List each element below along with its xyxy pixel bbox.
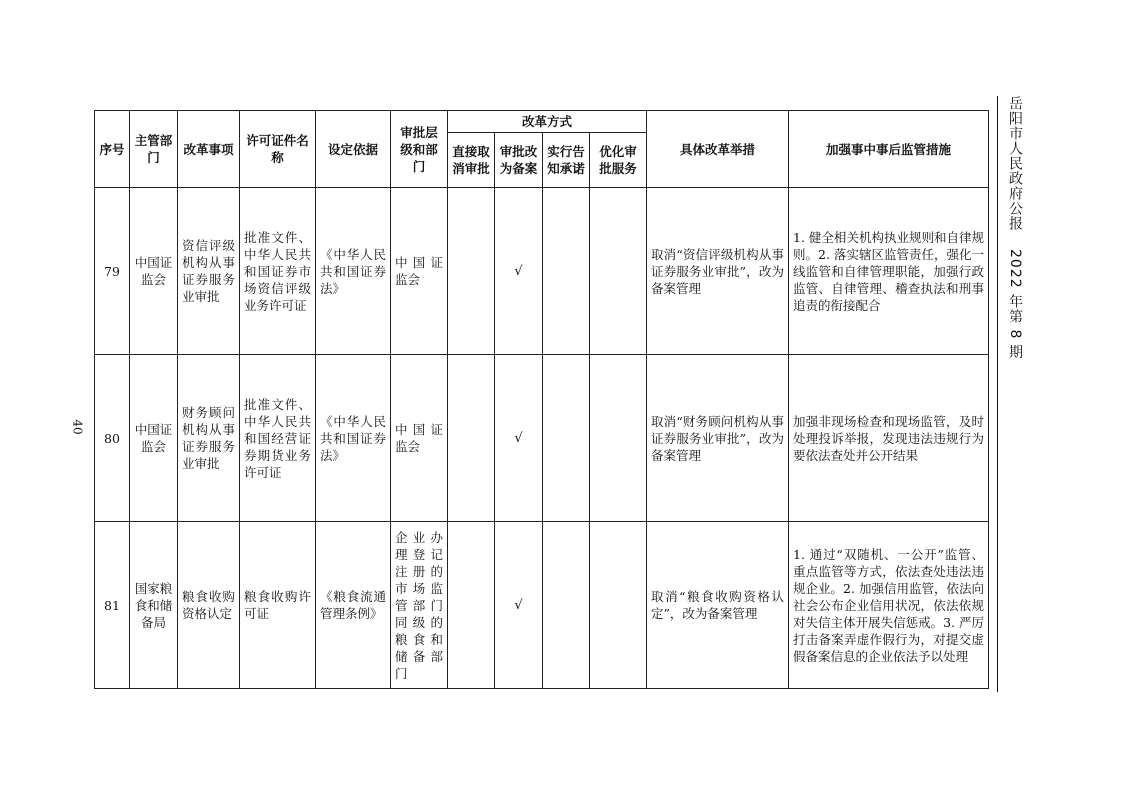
table-row (95, 355, 989, 522)
row-optimize (590, 522, 647, 689)
header-item: 改革事项 (178, 111, 240, 188)
running-header (1003, 96, 1025, 360)
row-item: 财务顾问机构从事证券服务业审批 (178, 355, 240, 522)
row-basis: 《中华人民共和国证券法》 (316, 355, 391, 522)
header-license: 许可证件名称 (240, 111, 316, 188)
table-row (95, 188, 989, 355)
row-optimize (590, 188, 647, 355)
row-promise (543, 188, 590, 355)
row-seq: 81 (95, 522, 130, 689)
row-promise (543, 522, 590, 689)
row-record-check: √ (495, 522, 543, 689)
row-cancel (448, 188, 495, 355)
header-measures: 具体改革举措 (647, 111, 789, 188)
row-dept: 中国证监会 (130, 188, 178, 355)
header-dept: 主管部门 (130, 111, 178, 188)
header-seq: 序号 (95, 111, 130, 188)
row-optimize (590, 355, 647, 522)
row-measures: 取消“粮食收购资格认定”，改为备案管理 (647, 522, 789, 689)
row-supervision: 1. 通过“双随机、一公开”监管、重点监管等方式，依法查处违法违规企业。2. 加强信用监管，依法向社会公布企业信用状况，依法依规对失信主体开展失信惩戒。3. 严厉打击备案弄虚作假行为，对提交虚假备案信息的企业依法予以处理 (789, 522, 989, 689)
table-row (95, 522, 989, 689)
row-supervision: 1. 健全相关机构执业规则和自律规则。2. 落实辖区监管责任，强化一线监管和自律管理职能，加强行政监管、自律管理、稽查执法和刑事追责的衔接配合 (789, 188, 989, 355)
header-mode: 改革方式 (448, 111, 647, 133)
header-mode-record: 审批改为备案 (495, 133, 543, 188)
row-basis: 《粮食流通管理条例》 (316, 522, 391, 689)
row-seq: 80 (95, 355, 130, 522)
row-promise (543, 355, 590, 522)
row-measures: 取消“资信评级机构从事证券服务业审批”，改为备案管理 (647, 188, 789, 355)
header-level: 审批层级和部门 (391, 111, 448, 188)
page-number: 40 (70, 419, 85, 435)
row-supervision: 加强非现场检查和现场监管，及时处理投诉举报，发现违法违规行为要依法查处并公开结果 (789, 355, 989, 522)
row-license: 批准文件、中华人民共和国经营证券期货业务许可证 (240, 355, 316, 522)
row-license: 粮食收购许可证 (240, 522, 316, 689)
row-dept: 中国证监会 (130, 355, 178, 522)
row-license: 批准文件、中华人民共和国证券市场资信评级业务许可证 (240, 188, 316, 355)
row-cancel (448, 355, 495, 522)
publication-title: 岳阳市人民政府公报 (1007, 96, 1023, 231)
header-basis: 设定依据 (316, 111, 391, 188)
header-mode-cancel: 直接取消审批 (448, 133, 495, 188)
row-record-check: √ (495, 188, 543, 355)
reform-table (94, 110, 989, 689)
row-level: 中国证监会 (391, 355, 448, 522)
row-record-check: √ (495, 355, 543, 522)
header-mode-promise: 实行告知承诺 (543, 133, 590, 188)
row-basis: 《中华人民共和国证券法》 (316, 188, 391, 355)
row-measures: 取消“财务顾问机构从事证券服务业审批”，改为备案管理 (647, 355, 789, 522)
row-cancel (448, 522, 495, 689)
header-mode-optimize: 优化审批服务 (590, 133, 647, 188)
margin-divider (997, 96, 998, 692)
row-item: 资信评级机构从事证券服务业审批 (178, 188, 240, 355)
row-item: 粮食收购资格认定 (178, 522, 240, 689)
header-supervision: 加强事中事后监管措施 (789, 111, 989, 188)
row-level: 企业办理登记注册的市场监管部门同级的粮食和储备部门 (391, 522, 448, 689)
issue-label: 2022 年第 8 期 (1007, 249, 1023, 360)
row-dept: 国家粮食和储备局 (130, 522, 178, 689)
row-level: 中国证监会 (391, 188, 448, 355)
row-seq: 79 (95, 188, 130, 355)
